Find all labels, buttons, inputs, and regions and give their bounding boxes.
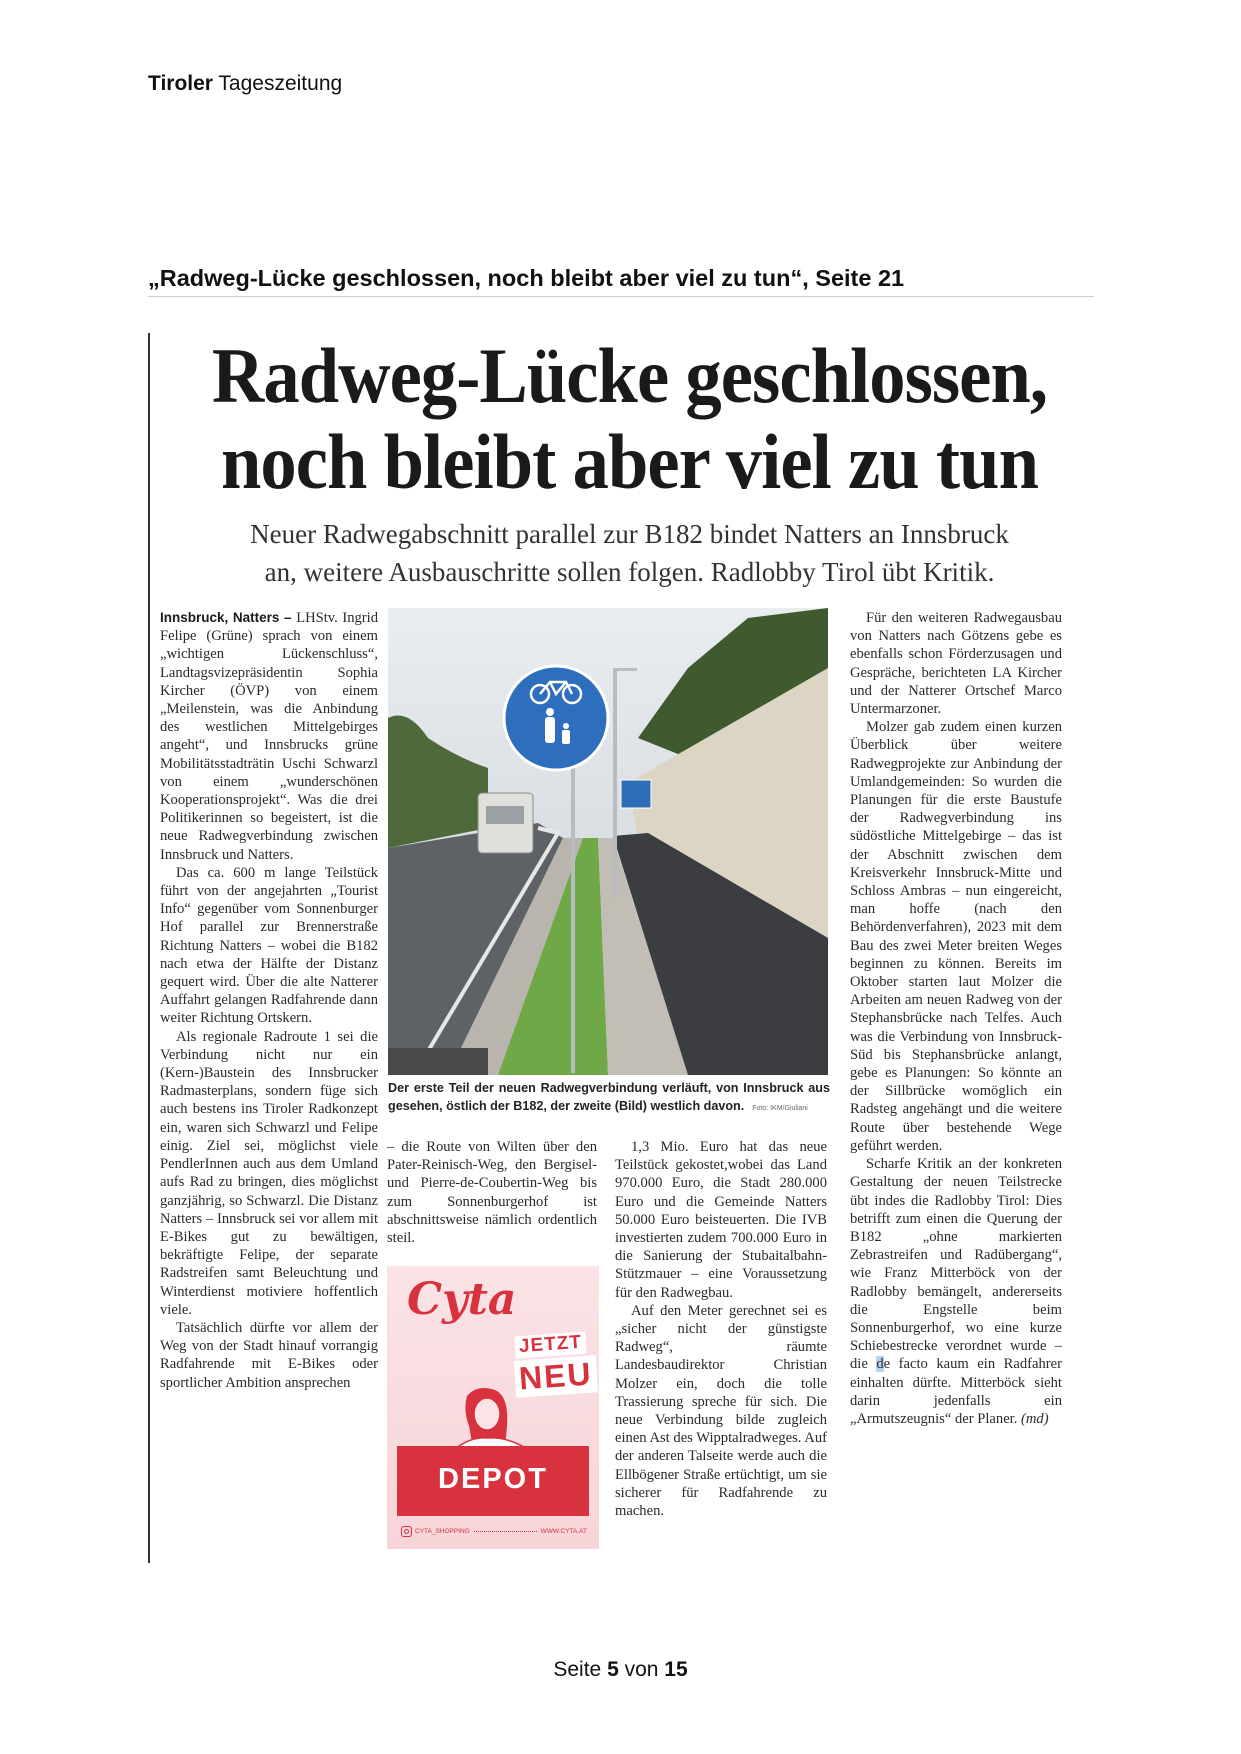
photo-cycle-path-illustration [388, 608, 828, 1075]
page-number [0, 1658, 1241, 1682]
paragraph: 1,3 Mio. Euro hat das neue Teilstück gekostet,wobei das Land 970.000 Euro, die Stadt 280.000 Euro und die Gemeinde Natters 50.000 Euro beisteuerten. Die IVB investierten zudem 700.000 Euro in die Sanierung der Stubaitalbahn-Stützmauer – eine Voraussetzung für den Radwegbau. [615, 1139, 827, 1301]
page-number-prefix: Seite [553, 1658, 608, 1681]
publication-name-bold: Tiroler [148, 72, 213, 95]
ad-instagram-handle: CYTA_SHOPPING [415, 1528, 470, 1536]
ad-depot-label: DEPOT [438, 1463, 548, 1495]
instagram-icon [401, 1526, 412, 1537]
current-page: 5 [607, 1658, 619, 1681]
paragraph: Auf den Meter gerechnet sei es „sicher nicht der günstigste Radweg“, räumte Landesbaudirektor Christian Molzer ein, doch die tolle Trassierung spreche für sich. Die neue Verbindung bilde zugleich einen Ast des Wipptalradweges. Auf der anderen Talseite werde auch die Ellbögener Straße ertüchtigt, um sie sicherer für Radfahrende zu machen. [615, 1302, 827, 1520]
paragraph-text: e facto kaum ein Radfahrer einhalten dürfte. Mitterböck sieht darin jedenfalls ein „Armutszeugnis“ der Planer. [850, 1356, 1062, 1427]
paragraph [850, 1155, 1062, 1428]
text-selection-highlight[interactable]: d [876, 1356, 884, 1373]
ad-brand-logo: Cyta [407, 1274, 517, 1325]
article-column-4 [850, 609, 1062, 1428]
article-column-1 [160, 609, 378, 1392]
paragraph: Das ca. 600 m lange Teilstück führt von der angejahrten „Tourist Info“ gegenüber vom Sonnenburger Hof parallel zur Brennerstraße Richtung Natters – wobei die B182 nach etwa der Hälfte der Distanz gequert wird. Über die alte Natterer Auffahrt gelangen Radfahrende dann weiter Richtung Ortskern. [160, 864, 378, 1027]
ad-footer [401, 1526, 587, 1537]
ad-url: WWW.CYTA.AT [540, 1528, 587, 1535]
headline [195, 333, 1065, 505]
publication-name-rest: Tageszeitung [212, 72, 343, 95]
paragraph: Als regionale Radroute 1 sei die Verbindung nicht nur ein (Kern-)Baustein des Innsbrucker Radmasterplans, sondern füge sich auch bestens ins Tiroler Radkonzept ein, waren sich Schwarzl und Felipe einig. Ziel sei, möglichst viele PendlerInnen auch aus dem Umland aufs Rad zu bringen, dies möglichst ganzjährig, so Schwarzl. Die Distanz Natters – Innsbruck sei vor allem mit E-Bikes gut zu bewältigen, bekräftigte Felipe, der separate Radstreifen samt Beleuchtung und Winterdienst motiviere hoffentlich viele. [160, 1028, 378, 1318]
subheadline-line-2: an, weitere Ausbauschritte sollen folgen. Radlobby Tirol übt Kritik. [264, 557, 995, 587]
photo-credit: Foto: IKM/Giuliani [752, 1105, 808, 1112]
ad-instagram [401, 1526, 470, 1537]
article-column-2 [387, 1138, 597, 1247]
paragraph [160, 609, 378, 864]
paragraph: – die Route von Wilten über den Pater-Reinisch-Weg, den Bergisel- und Pierre-de-Coubertin-Weg bis zum Sonnenburgerhof ist abschnittsweise nämlich ordentlich steil. [387, 1139, 597, 1247]
photo-caption [388, 1079, 830, 1118]
paragraph: Tatsächlich dürfte vor allem der Weg von der Stadt hinauf vorrangig Radfahrende mit E-Bikes oder sportlicher Ambition ansprechen [160, 1319, 378, 1391]
article-clipping [148, 333, 1100, 1563]
dateline: Innsbruck, Natters – [160, 610, 297, 625]
total-pages: 15 [664, 1658, 688, 1681]
publication-name [148, 72, 342, 96]
ad-jetzt-label: JETZT [514, 1332, 586, 1359]
paragraph: Für den weiteren Radwegausbau von Natters nach Götzens gebe es ebenfalls schon Förderzusagen und Gespräche, berichteten LA Kircher und der Natterer Ortschef Marco Untermarzoner. [850, 610, 1062, 718]
paragraph-text: LHStv. Ingrid Felipe (Grüne) sprach von einem „wichtigen Lückenschluss“, Landtagsvizepräsidentin Sophia Kircher (ÖVP) von einem „Meilenstein, was die Anbindung des westlichen Mittelgebirges angeht“, und Innsbrucks grüne Mobilitätsstadträtin Uschi Schwarzl von einem „wunderschönen Kooperationsprojekt“. Was die drei Politikerinnen so begeistert, ist die neue Radwegverbindung zwischen Innsbruck und Natters. [160, 610, 379, 863]
subheadline [162, 515, 1097, 591]
author-initials: (md) [1021, 1410, 1049, 1427]
clip-divider [148, 296, 1094, 297]
advertisement-cyta-depot[interactable] [387, 1266, 599, 1549]
headline-line-1: Radweg-Lücke geschlossen, [211, 332, 1048, 419]
paragraph-text: Scharfe Kritik an der konkreten Gestaltung der neuen Teilstrecke übt indes die Radlobby Tirol: Dies betrifft zum einen die Querung der B182 „ohne markierten Zebrastreifen und Radübergang“, wie Franz Mitterböck von der Radlobby bemängelt, andererseits die Engstelle beim Sonnenburgerhof, wo eine kurze Schiebestrecke verordnet wurde – die [850, 1156, 1062, 1373]
paragraph: Molzer gab zudem einen kurzen Überblick über weitere Radwegprojekte zur Anbindung der Umlandgemeinden: So wurden die Planungen für die erste Baustufe der Radwegverbindung ins südöstliche Mittelgebirge – das ist der Abschnitt zwischen dem Kreisverkehr Innsbruck-Mitte und Schloss Ambras – nun eingereicht, man hoffe (nach den Behördenverfahren), 2023 mit dem Bau des zwei Meter breiten Weges beginnen zu können. Bereits im Oktober starten laut Molzer die Arbeiten am neuen Radweg von der Stephansbrücke nach Telfes. Auch was die Verbindung von Innsbruck-Süd bis Stephansbrücke anlangt, gebe es Planungen: So könnte an der Sillbrücke womöglich ein Radsteg angehängt und die weitere Route über bestehende Wege geführt werden. [850, 719, 1062, 1154]
ad-neu-label: NEU [514, 1355, 598, 1398]
article-column-3 [615, 1138, 827, 1520]
page-number-separator: von [618, 1658, 665, 1681]
headline-line-2: noch bleibt aber viel zu tun [220, 418, 1038, 505]
clip-title: „Radweg-Lücke geschlossen, noch bleibt aber viel zu tun“, Seite 21 [148, 265, 905, 291]
ad-footer-dots [474, 1531, 537, 1532]
article-photo [388, 608, 828, 1075]
caption-text: Der erste Teil der neuen Radwegverbindung verläuft, von Innsbruck aus gesehen, östlich der B182, der zweite (Bild) westlich davon. [388, 1081, 830, 1113]
subheadline-line-1: Neuer Radwegabschnitt parallel zur B182 bindet Natters an Innsbruck [250, 519, 1009, 549]
